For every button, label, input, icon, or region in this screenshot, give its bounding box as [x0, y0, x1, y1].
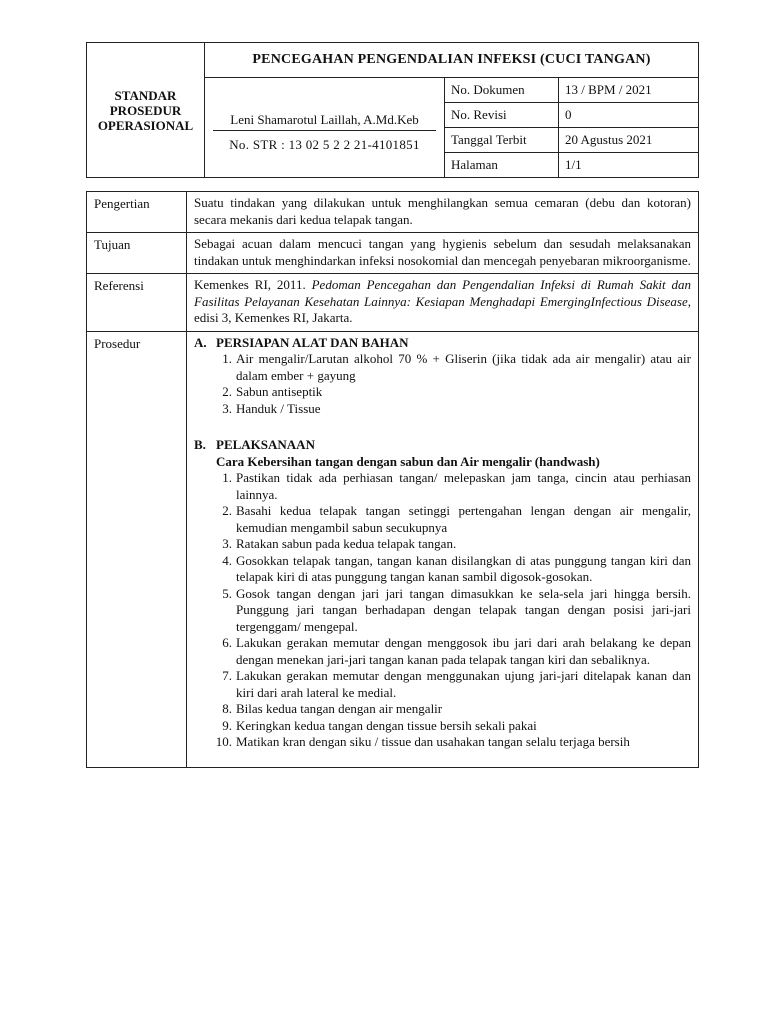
meta-label-dokumen: No. Dokumen: [445, 78, 559, 103]
list-number: 1.: [222, 470, 232, 485]
list-item: [194, 351, 691, 384]
reference-title: Pedoman Pencegahan dan Pengendalian Infeksi di Rumah Sakit dan Fasilitas Pelayanan Kesehatan Lainnya: Kesiapan Menghadapi EmergingInfectious Disease: [194, 277, 691, 309]
reference-author: Kemenkes RI, 2011.: [194, 277, 312, 292]
list-item: [194, 701, 691, 718]
list-text: Lakukan gerakan memutar dengan menggunakan ujung jari-jari ditelapak kanan dan kiri dari arah lateral ke medial.: [236, 668, 691, 700]
list-text: Gosok tangan dengan jari jari tangan dimasukkan ke sela-sela jari hingga bersih. Punggung jari tangan berhadapan dengan telapak tangan dengan posisi jari-jari tergenggam/ mengepal.: [236, 585, 691, 634]
list-item: [194, 553, 691, 586]
sop-label-line: STANDAR: [114, 87, 177, 103]
list-text: Matikan kran dengan siku / tissue dan usahakan tangan selalu terjaga bersih: [236, 734, 630, 749]
section-letter: B.: [194, 437, 206, 452]
list-text: Handuk / Tissue: [236, 400, 321, 416]
author-name: Leni Shamarotul Laillah, A.Md.Keb: [230, 112, 419, 127]
list-number: 10.: [215, 734, 232, 749]
sop-label: [87, 43, 205, 178]
row-tujuan: [87, 233, 699, 274]
list-item: [194, 586, 691, 636]
reference-publisher: , edisi 3, Kemenkes RI, Jakarta.: [194, 293, 691, 325]
section-spacer: [194, 417, 691, 437]
list-number: 2.: [222, 503, 232, 518]
list-text: Gosokkan telapak tangan, tangan kanan disilangkan di atas punggung tangan kiri dan telapak kiri di atas punggung tangan kanan sambil digosok-gosokan.: [236, 552, 691, 584]
meta-value-revisi: 0: [559, 103, 699, 128]
list-number: 1.: [222, 351, 232, 366]
section-subtitle: Cara Kebersihan tangan dengan sabun dan Air mengalir (handwash): [216, 453, 600, 469]
tujuan-text: Sebagai acuan dalam mencuci tangan yang hygienis sebelum dan sesudah melaksanakan tindakan untuk menghindarkan infeksi nosokomial dan mencegah penyebaran mikroorganisme.: [187, 233, 699, 274]
meta-value-dokumen: 13 / BPM / 2021: [559, 78, 699, 103]
sop-label-line: PROSEDUR: [109, 102, 182, 118]
sop-label-line: OPERASIONAL: [97, 117, 194, 133]
section-letter: A.: [194, 334, 207, 350]
pengertian-text: Suatu tindakan yang dilakukan untuk menghilangkan semua cemaran (debu dan kotoran) secara mekanis dari kedua telapak tangan.: [187, 192, 699, 233]
referensi-text: [187, 274, 699, 332]
row-label: Tujuan: [87, 233, 187, 274]
list-item: [194, 384, 691, 401]
list-number: 9.: [222, 717, 232, 733]
list-text: Ratakan sabun pada kedua telapak tangan.: [236, 536, 457, 551]
section-heading: [194, 335, 691, 352]
list-item: [194, 503, 691, 536]
list-text: Basahi kedua telapak tangan setinggi pertengahan lengan dengan air mengalir, kemudian mengambil sabun secukupnya: [236, 503, 691, 535]
list-item: [194, 536, 691, 553]
list-item: [194, 668, 691, 701]
list-item: [194, 470, 691, 503]
section-title: PERSIAPAN ALAT DAN BAHAN: [216, 334, 409, 350]
list-item: [194, 401, 691, 418]
list-number: 5.: [222, 585, 232, 601]
list-number: 3.: [222, 536, 232, 551]
row-pengertian: [87, 192, 699, 233]
list-text: Air mengalir/Larutan alkohol 70 % + Gliserin (jika tidak ada air mengalir) atau air dalam ember + gayung: [236, 351, 691, 383]
steps-list: [194, 470, 691, 751]
list-text: Lakukan gerakan memutar dengan menggosok ibu jari dari arah belakang ke depan dengan menekan jari-jari tangan kanan pada telapak tangan kiri dan sebaliknya.: [236, 635, 691, 667]
list-text: Keringkan kedua tangan dengan tissue bersih sekali pakai: [236, 717, 537, 733]
row-label: Prosedur: [87, 331, 187, 767]
list-text: Bilas kedua tangan dengan air mengalir: [236, 701, 443, 716]
list-number: 6.: [222, 635, 232, 650]
meta-label-halaman: Halaman: [445, 153, 559, 178]
author-divider: [213, 130, 436, 131]
list-text: Sabun antiseptik: [236, 384, 323, 399]
list-item: [194, 734, 691, 751]
section-heading: [194, 437, 691, 454]
list-number: 3.: [222, 400, 232, 416]
row-prosedur: [87, 331, 699, 767]
document-title: PENCEGAHAN PENGENDALIAN INFEKSI (CUCI TANGAN): [205, 43, 699, 78]
sop-content-table: [86, 191, 699, 768]
section-title: PELAKSANAAN: [216, 437, 315, 452]
list-text: Pastikan tidak ada perhiasan tangan/ melepaskan jam tanga, cincin atau perhiasan lainnya.: [236, 470, 691, 502]
list-number: 8.: [222, 701, 232, 716]
meta-value-halaman: 1/1: [559, 153, 699, 178]
list-item: [194, 718, 691, 735]
list-number: 7.: [222, 668, 232, 683]
author-block: [205, 78, 445, 178]
meta-label-revisi: No. Revisi: [445, 103, 559, 128]
row-label: Referensi: [87, 274, 187, 332]
list-number: 4.: [222, 552, 232, 568]
list-item: [194, 635, 691, 668]
prosedur-content: [187, 331, 699, 767]
materials-list: [194, 351, 691, 417]
meta-label-tanggal: Tanggal Terbit: [445, 128, 559, 153]
row-label: Pengertian: [87, 192, 187, 233]
row-referensi: [87, 274, 699, 332]
list-number: 2.: [222, 384, 232, 399]
meta-value-tanggal: 20 Agustus 2021: [559, 128, 699, 153]
author-str-number: No. STR : 13 02 5 2 2 21-4101851: [229, 137, 420, 152]
sop-header-table: [86, 42, 699, 178]
